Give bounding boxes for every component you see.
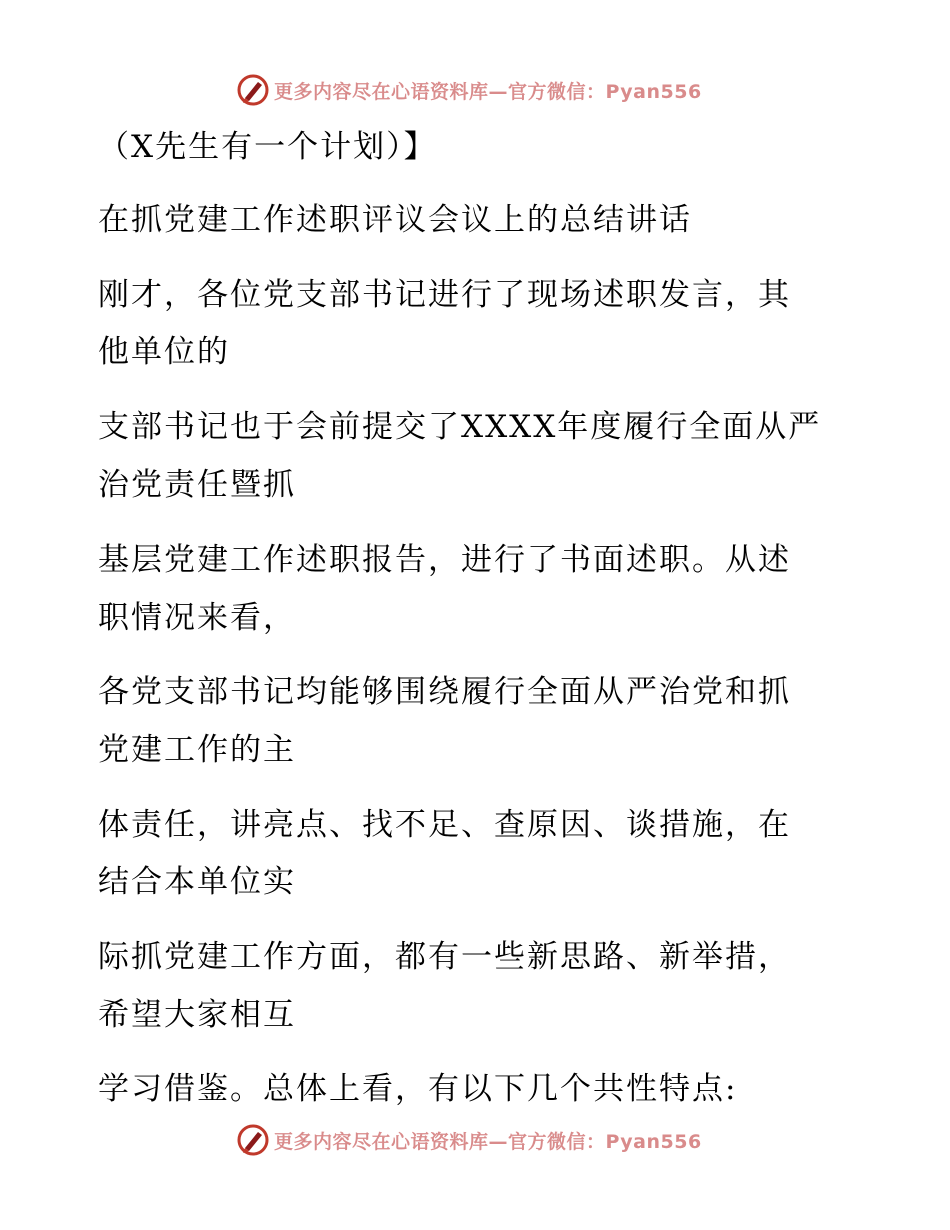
watermark-text: 更多内容尽在心语资料库—官方微信：Pyan556 xyxy=(274,1130,702,1153)
watermark-text: 更多内容尽在心语资料库—官方微信：Pyan556 xyxy=(274,80,702,103)
header-watermark xyxy=(236,73,702,107)
doc-line: 刚才，各位党支部书记进行了现场述职发言，其 xyxy=(98,277,791,313)
doc-line: 希望大家相互 xyxy=(98,997,296,1033)
pen-circle-icon xyxy=(236,1123,270,1157)
doc-line: 党建工作的主 xyxy=(98,732,296,768)
doc-line: 体责任，讲亮点、找不足、查原因、谈措施，在 xyxy=(98,807,791,843)
doc-line: 支部书记也于会前提交了XXXX年度履行全面从严 xyxy=(98,409,822,445)
doc-line: 结合本单位实 xyxy=(98,864,296,900)
doc-line: 学习借鉴。总体上看，有以下几个共性特点: xyxy=(98,1071,738,1107)
pen-circle-icon xyxy=(236,73,270,107)
doc-title: 在抓党建工作述职评议会议上的总结讲话 xyxy=(98,202,692,238)
doc-line: （X先生有一个计划）】 xyxy=(98,129,437,165)
doc-line: 治党责任暨抓 xyxy=(98,467,296,503)
doc-line: 基层党建工作述职报告，进行了书面述职。从述 xyxy=(98,542,791,578)
doc-line: 各党支部书记均能够围绕履行全面从严治党和抓 xyxy=(98,674,791,710)
doc-line: 际抓党建工作方面，都有一些新思路、新举措， xyxy=(98,939,791,975)
doc-line: 职情况来看， xyxy=(98,600,296,636)
footer-watermark xyxy=(236,1123,702,1157)
doc-line: 他单位的 xyxy=(98,334,230,370)
